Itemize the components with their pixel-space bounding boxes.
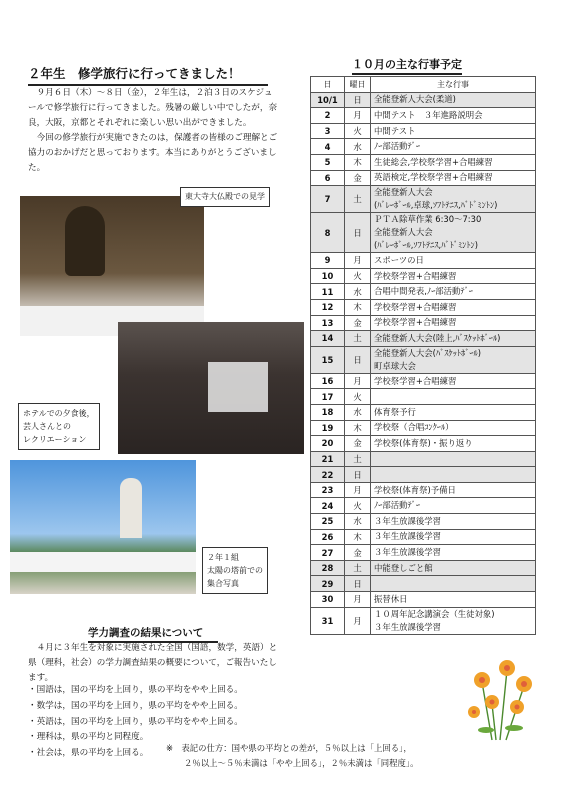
header-weekday: 曜日 bbox=[345, 77, 371, 93]
schedule-date: 26 bbox=[311, 529, 345, 545]
schedule-event-line: ﾉｰ部活動ﾃﾞｰ bbox=[374, 141, 421, 152]
schedule-event-line: 学校祭学習+合唱練習 bbox=[374, 375, 457, 386]
tower-of-sun-photo bbox=[10, 460, 196, 594]
schedule-event-line: ３年生放課後学習 bbox=[374, 515, 441, 526]
schedule-event-line: 学校祭(体育祭)・振り返り bbox=[374, 437, 473, 448]
schedule-weekday: 水 bbox=[345, 284, 371, 300]
schedule-weekday: 日 bbox=[345, 92, 371, 108]
schedule-event-line: ﾉｰ部活動ﾃﾞｰ bbox=[374, 500, 421, 511]
schedule-date: 29 bbox=[311, 576, 345, 592]
schedule-events bbox=[371, 607, 536, 634]
survey-body bbox=[28, 641, 278, 686]
schedule-weekday: 日 bbox=[345, 213, 371, 253]
schedule-date: 4 bbox=[311, 139, 345, 155]
schedule-events bbox=[371, 482, 536, 498]
schedule-row bbox=[311, 607, 536, 634]
bullet-kokugo: ・国語は，国の平均を上回り，県の平均をやや上回る。 bbox=[28, 685, 243, 695]
schedule-events bbox=[371, 284, 536, 300]
schedule-events bbox=[371, 436, 536, 452]
buddha-statue bbox=[65, 206, 105, 276]
schedule-weekday: 火 bbox=[345, 498, 371, 514]
schedule-event-line: ＰＴＡ除草作業 6:30～7:30 bbox=[374, 214, 482, 225]
schedule-row bbox=[311, 560, 536, 576]
article-paragraph-2: 今回の修学旅行が実施できたのは，保護者の皆様のご理解とご協力のおかげだと思っております。本当にありがとうございました。 bbox=[28, 133, 278, 173]
schedule-date: 10/1 bbox=[311, 92, 345, 108]
schedule-row bbox=[311, 529, 536, 545]
schedule-weekday: 木 bbox=[345, 529, 371, 545]
schedule-events bbox=[371, 373, 536, 389]
schedule-events bbox=[371, 560, 536, 576]
schedule-header-row bbox=[311, 77, 536, 93]
schedule-event-line: ３年生放課後学習 bbox=[374, 621, 441, 632]
schedule-event-line: 学校祭学習+合唱練習 bbox=[374, 301, 457, 312]
schedule-row bbox=[311, 299, 536, 315]
schedule-weekday: 水 bbox=[345, 404, 371, 420]
schedule-title: １０月の主な行事予定 bbox=[352, 56, 462, 75]
schedule-event-line: 振替休日 bbox=[374, 593, 408, 604]
schedule-date: 12 bbox=[311, 299, 345, 315]
schedule-events bbox=[371, 451, 536, 467]
schedule-events bbox=[371, 268, 536, 284]
schedule-row bbox=[311, 545, 536, 561]
schedule-table bbox=[310, 76, 536, 635]
schedule-row bbox=[311, 346, 536, 373]
schedule-date: 25 bbox=[311, 514, 345, 530]
schedule-row bbox=[311, 186, 536, 213]
caption-todaiji: 東大寺大仏殿での見学 bbox=[180, 187, 270, 207]
schedule-date: 21 bbox=[311, 451, 345, 467]
header-events: 主な行事 bbox=[371, 77, 536, 93]
cosmos-flowers-illustration bbox=[462, 652, 542, 742]
schedule-event-line: 学校祭(体育祭)予備日 bbox=[374, 484, 456, 495]
schedule-events bbox=[371, 170, 536, 186]
schedule-weekday: 金 bbox=[345, 170, 371, 186]
schedule-date: 2 bbox=[311, 108, 345, 124]
schedule-weekday: 土 bbox=[345, 560, 371, 576]
schedule-row bbox=[311, 253, 536, 269]
schedule-date: 31 bbox=[311, 607, 345, 634]
tower-of-sun bbox=[120, 478, 142, 538]
schedule-events bbox=[371, 420, 536, 436]
schedule-events bbox=[371, 299, 536, 315]
schedule-events bbox=[371, 346, 536, 373]
schedule-date: 28 bbox=[311, 560, 345, 576]
schedule-date: 24 bbox=[311, 498, 345, 514]
schedule-weekday: 土 bbox=[345, 186, 371, 213]
schedule-weekday: 日 bbox=[345, 467, 371, 483]
schedule-row bbox=[311, 467, 536, 483]
schedule-date: 27 bbox=[311, 545, 345, 561]
schedule-weekday: 日 bbox=[345, 576, 371, 592]
schedule-date: 14 bbox=[311, 331, 345, 347]
schedule-date: 7 bbox=[311, 186, 345, 213]
schedule-date: 6 bbox=[311, 170, 345, 186]
schedule-events bbox=[371, 331, 536, 347]
schedule-event-line: スポーツの日 bbox=[374, 254, 424, 265]
schedule-events bbox=[371, 514, 536, 530]
schedule-event-line: 全能登新人大会(陸上,ﾊﾞｽｹｯﾄﾎﾞｰﾙ) bbox=[374, 332, 501, 343]
schedule-events bbox=[371, 467, 536, 483]
schedule-event-line: (ﾊﾞﾚｰﾎﾞｰﾙ,卓球,ｿﾌﾄﾃﾆｽ,ﾊﾞﾄﾞﾐﾝﾄﾝ) bbox=[374, 200, 498, 211]
schedule-date: 3 bbox=[311, 123, 345, 139]
schedule-row bbox=[311, 213, 536, 253]
schedule-row bbox=[311, 592, 536, 608]
article-title: ２年生 修学旅行に行ってきました！ bbox=[28, 64, 268, 86]
class-group bbox=[10, 552, 196, 572]
schedule-row bbox=[311, 576, 536, 592]
schedule-date: 10 bbox=[311, 268, 345, 284]
schedule-weekday: 月 bbox=[345, 592, 371, 608]
schedule-weekday: 金 bbox=[345, 545, 371, 561]
schedule-events bbox=[371, 213, 536, 253]
schedule-row bbox=[311, 92, 536, 108]
schedule-row bbox=[311, 420, 536, 436]
schedule-row bbox=[311, 284, 536, 300]
schedule-event-line: 学校祭学習+合唱練習 bbox=[374, 317, 457, 328]
schedule-events bbox=[371, 92, 536, 108]
schedule-row bbox=[311, 404, 536, 420]
schedule-row bbox=[311, 123, 536, 139]
schedule-date: 23 bbox=[311, 482, 345, 498]
hotel-recreation-photo bbox=[118, 322, 304, 454]
schedule-weekday: 木 bbox=[345, 420, 371, 436]
schedule-row bbox=[311, 482, 536, 498]
schedule-event-line: 町卓球大会 bbox=[374, 360, 416, 371]
caption-hotel: ホテルでの夕食後， 芸人さんとの レクリエーション bbox=[18, 403, 100, 450]
schedule-row bbox=[311, 498, 536, 514]
schedule-row bbox=[311, 451, 536, 467]
schedule-weekday: 火 bbox=[345, 389, 371, 405]
schedule-weekday: 月 bbox=[345, 108, 371, 124]
schedule-weekday: 木 bbox=[345, 154, 371, 170]
bullet-eigo: ・英語は，国の平均を上回り，県の平均をやや上回る。 bbox=[28, 716, 243, 727]
schedule-events bbox=[371, 186, 536, 213]
schedule-date: 13 bbox=[311, 315, 345, 331]
schedule-event-line: 学校祭（合唱ｺﾝｸｰﾙ） bbox=[374, 422, 454, 433]
schedule-date: 30 bbox=[311, 592, 345, 608]
survey-intro: ４月に３年生を対象に実施された全国（国語，数学，英語）と県（理科，社会）の学力調査結果の概要について，ご報告いたします。 bbox=[28, 643, 278, 683]
schedule-date: 19 bbox=[311, 420, 345, 436]
schedule-event-line: 英語検定,学校祭学習+合唱練習 bbox=[374, 172, 493, 183]
schedule-events bbox=[371, 139, 536, 155]
schedule-date: 18 bbox=[311, 404, 345, 420]
schedule-row bbox=[311, 514, 536, 530]
schedule-event-line: ３年生放課後学習 bbox=[374, 531, 441, 542]
schedule-event-line: 生徒総会,学校祭学習+合唱練習 bbox=[374, 156, 493, 167]
schedule-date: 5 bbox=[311, 154, 345, 170]
schedule-row bbox=[311, 139, 536, 155]
schedule-events bbox=[371, 315, 536, 331]
schedule-row bbox=[311, 436, 536, 452]
schedule-weekday: 土 bbox=[345, 331, 371, 347]
schedule-date: 20 bbox=[311, 436, 345, 452]
schedule-row bbox=[311, 170, 536, 186]
schedule-event-line: 学校祭学習+合唱練習 bbox=[374, 270, 457, 281]
schedule-event-line: 全能登新人大会(柔道) bbox=[374, 94, 456, 105]
schedule-events bbox=[371, 529, 536, 545]
schedule-weekday: 日 bbox=[345, 346, 371, 373]
schedule-event-line: 合唱中間発表,ﾉｰ部活動ﾃﾞｰ bbox=[374, 286, 473, 297]
schedule-event-line: 全能登新人大会 bbox=[374, 227, 433, 238]
schedule-event-line: 中能登しごと館 bbox=[374, 562, 433, 573]
schedule-weekday: 水 bbox=[345, 139, 371, 155]
schedule-events bbox=[371, 498, 536, 514]
bullet-shakai: ・社会は，県の平均を上回る。 bbox=[28, 748, 149, 759]
schedule-weekday: 月 bbox=[345, 482, 371, 498]
schedule-weekday: 月 bbox=[345, 373, 371, 389]
schedule-weekday: 火 bbox=[345, 123, 371, 139]
schedule-event-line: (ﾊﾞﾚｰﾎﾞｰﾙ,ｿﾌﾄﾃﾆｽ,ﾊﾞﾄﾞﾐﾝﾄﾝ) bbox=[374, 240, 478, 251]
schedule-event-line: 全能登新人大会(ﾊﾞｽｹｯﾄﾎﾞｰﾙ) bbox=[374, 347, 482, 358]
schedule-date: 22 bbox=[311, 467, 345, 483]
schedule-row bbox=[311, 154, 536, 170]
todaiji-photo bbox=[20, 196, 204, 336]
schedule-date: 11 bbox=[311, 284, 345, 300]
schedule-date: 8 bbox=[311, 213, 345, 253]
schedule-events bbox=[371, 123, 536, 139]
schedule-events bbox=[371, 253, 536, 269]
bullet-rika: ・理科は，県の平均と同程度。 bbox=[28, 732, 149, 743]
schedule-event-line: 中間テスト bbox=[374, 125, 416, 136]
schedule-weekday: 木 bbox=[345, 299, 371, 315]
schedule-weekday: 火 bbox=[345, 268, 371, 284]
schedule-row bbox=[311, 268, 536, 284]
schedule-events bbox=[371, 404, 536, 420]
schedule-row bbox=[311, 108, 536, 124]
schedule-weekday: 水 bbox=[345, 514, 371, 530]
schedule-event-line: 体育祭予行 bbox=[374, 406, 416, 417]
schedule-date: 15 bbox=[311, 346, 345, 373]
schedule-date: 17 bbox=[311, 389, 345, 405]
header-date: 日 bbox=[311, 77, 345, 93]
schedule-events bbox=[371, 545, 536, 561]
schedule-date: 16 bbox=[311, 373, 345, 389]
caption-tower: ２年１組 太陽の塔前での 集合写真 bbox=[202, 547, 268, 594]
schedule-weekday: 月 bbox=[345, 253, 371, 269]
schedule-event-line: 中間テスト ３年進路説明会 bbox=[374, 109, 483, 120]
article-paragraph-1: ９月６日（木）～８日（金），２年生は，２泊３日のスケジュールで修学旅行に行ってきました。残暑の厳しい中でしたが，奈良，大阪，京都とそれぞれに楽しい思い出ができました。 bbox=[28, 88, 278, 128]
schedule-weekday: 金 bbox=[345, 436, 371, 452]
schedule-row bbox=[311, 331, 536, 347]
article-body bbox=[28, 86, 278, 176]
schedule-weekday: 月 bbox=[345, 607, 371, 634]
schedule-event-line: １０周年記念講演会（生徒対象) bbox=[374, 608, 495, 619]
schedule-weekday: 金 bbox=[345, 315, 371, 331]
survey-title: 学力調査の結果について bbox=[88, 625, 218, 643]
survey-note: ※ 表記の仕方：国や県の平均との差が，５％以上は「上回る」， ２％以上～５％未満は「やや上回る」，２％未満は「同程度」。 bbox=[166, 743, 419, 768]
schedule-row bbox=[311, 373, 536, 389]
schedule-events bbox=[371, 592, 536, 608]
schedule-weekday: 土 bbox=[345, 451, 371, 467]
schedule-event-line: 全能登新人大会 bbox=[374, 187, 433, 198]
bullet-sugaku: ・数学は，国の平均を上回り，県の平均をやや上回る。 bbox=[28, 700, 243, 711]
students-on-stage bbox=[208, 362, 268, 412]
schedule-row bbox=[311, 389, 536, 405]
schedule-row bbox=[311, 315, 536, 331]
schedule-events bbox=[371, 576, 536, 592]
schedule-event-line: ３年生放課後学習 bbox=[374, 547, 441, 558]
schedule-date: 9 bbox=[311, 253, 345, 269]
schedule-events bbox=[371, 389, 536, 405]
schedule-events bbox=[371, 154, 536, 170]
schedule-events bbox=[371, 108, 536, 124]
